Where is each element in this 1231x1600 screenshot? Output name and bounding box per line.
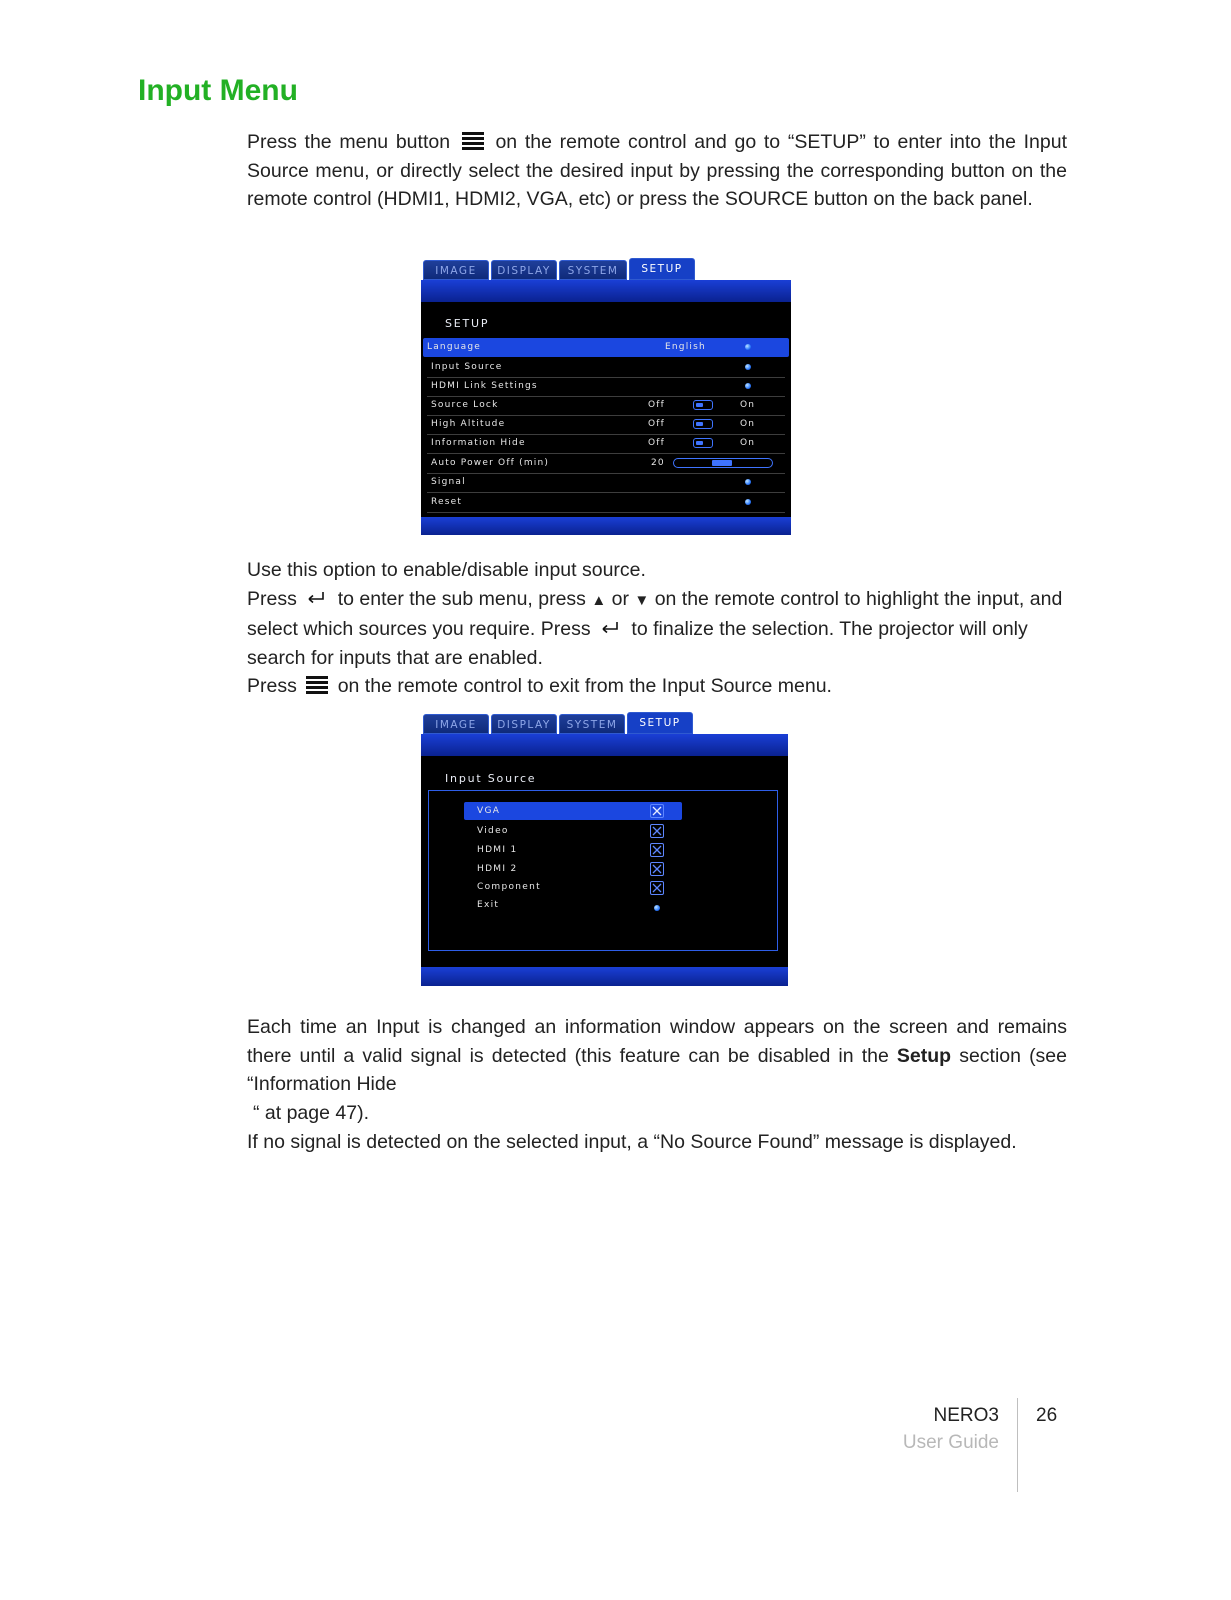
osd-bottom-band	[421, 967, 788, 986]
input-item-hdmi1: HDMI 1	[477, 845, 518, 855]
down-arrow-icon: ▼	[634, 591, 650, 609]
intro-text-1: Press the menu button	[247, 131, 451, 153]
up-arrow-icon: ▲	[591, 591, 607, 609]
enter-icon	[600, 615, 620, 629]
input-item-component: Component	[477, 882, 541, 892]
input-item-video: Video	[477, 826, 509, 836]
tab-system: SYSTEM	[559, 714, 625, 734]
tab-image: IMAGE	[423, 260, 489, 280]
footer-divider	[1017, 1398, 1018, 1492]
osd-row-auto-power-off: Auto Power Off (min) 20	[427, 454, 785, 474]
page-number: 26	[1036, 1405, 1058, 1426]
intro-text-2: on the remote control and go to “SETUP” to enter into the Input Source menu, or directly select the desired input by pressing the corresponding button on the remote control (HDMI1, HDMI2, VGA, etc) or press the SOURCE button on the back panel.	[247, 131, 1067, 211]
instruction-line-3: Press on the remote control to exit from the Input Source menu.	[247, 675, 832, 698]
instruction-line-1: Use this option to enable/disable input source.	[247, 559, 646, 581]
intro-paragraph	[247, 128, 1067, 214]
checked-box-icon	[650, 862, 664, 876]
toggle-icon	[693, 400, 713, 410]
tab-setup: SETUP	[629, 258, 695, 280]
page-title: Input Menu	[138, 74, 298, 107]
submenu-icon	[745, 364, 751, 370]
submenu-icon	[745, 479, 751, 485]
menu-icon	[306, 675, 328, 695]
submenu-icon	[745, 344, 751, 350]
tab-system: SYSTEM	[559, 260, 627, 280]
toggle-icon	[693, 419, 713, 429]
instruction-line-2: Press to enter the sub menu, press ▲ or ▼ on the remote control to highlight the input, and select which sources you require. Press to finalize the selection. The projector will only search for inputs that are enabled.	[247, 585, 1067, 673]
submenu-icon	[745, 383, 751, 389]
instructions	[247, 556, 1067, 701]
osd-heading: SETUP	[445, 317, 490, 330]
info-paragraph: Each time an Input is changed an information window appears on the screen and remains there until a valid signal is detected (this feature can be disabled in the Setup section (see “Information Hide	[247, 1016, 1067, 1096]
tab-display: DISPLAY	[491, 714, 557, 734]
toggle-icon	[693, 438, 713, 448]
osd-top-band	[421, 280, 791, 302]
checked-box-icon	[650, 881, 664, 895]
footer-brand: NERO3	[933, 1405, 999, 1426]
input-item-exit: Exit	[477, 900, 500, 910]
tab-setup: SETUP	[627, 712, 693, 734]
osd-row-language: Language English	[423, 338, 789, 357]
osd-row-hdmi-link: HDMI Link Settings	[427, 377, 785, 397]
osd-row-information-hide: Information Hide Off On	[427, 434, 785, 454]
input-item-vga: VGA	[464, 802, 682, 820]
setup-menu-screenshot	[421, 258, 791, 535]
submenu-icon	[745, 499, 751, 505]
info-paragraph-cont: “ at page 47).	[253, 1102, 369, 1124]
osd-row-high-altitude: High Altitude Off On	[427, 415, 785, 435]
osd-row-signal: Signal	[427, 473, 785, 493]
tab-display: DISPLAY	[491, 260, 557, 280]
checked-box-icon	[650, 824, 664, 838]
menu-icon	[462, 131, 484, 151]
osd-row-reset: Reset	[427, 493, 785, 513]
input-item-hdmi2: HDMI 2	[477, 864, 518, 874]
osd-bottom-band	[421, 517, 791, 535]
osd-row-input-source: Input Source	[427, 358, 785, 378]
setup-bold: Setup	[896, 1044, 952, 1067]
enter-icon	[306, 585, 326, 599]
osd-heading: Input Source	[445, 772, 537, 785]
checked-box-icon	[650, 804, 664, 818]
tab-image: IMAGE	[423, 714, 489, 734]
input-source-screenshot	[421, 712, 788, 986]
osd-row-source-lock: Source Lock Off On	[427, 396, 785, 416]
no-signal-paragraph: If no signal is detected on the selected input, a “No Source Found” message is displayed.	[247, 1131, 1017, 1153]
checked-box-icon	[650, 843, 664, 857]
submenu-icon	[654, 905, 660, 911]
osd-top-band	[421, 734, 788, 756]
slider-track	[673, 458, 773, 468]
footer-guide: User Guide	[902, 1432, 999, 1453]
slider-knob	[712, 460, 732, 466]
